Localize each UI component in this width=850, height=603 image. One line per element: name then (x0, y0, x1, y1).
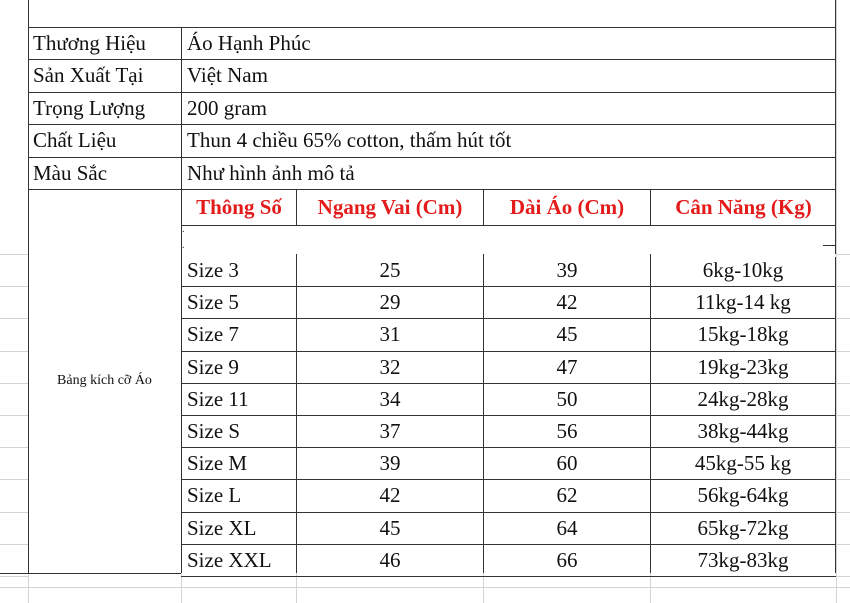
grid-line (836, 479, 850, 480)
row-border (181, 576, 836, 577)
grid-line (836, 447, 850, 448)
grid-line (836, 544, 850, 545)
row-border (28, 573, 181, 574)
size-name: Size 3 (187, 258, 239, 282)
shirt-length: 62 (556, 483, 578, 507)
spec-label: Trọng Lượng (33, 96, 146, 120)
grid-line (836, 576, 850, 577)
spec-value: Áo Hạnh Phúc (187, 31, 311, 55)
weight-range: 45kg-55 kg (694, 451, 792, 475)
grid-line (0, 415, 28, 416)
spec-label: Chất Liệu (33, 128, 117, 152)
row-border (181, 225, 836, 226)
grid-line (181, 573, 182, 603)
size-name: Size M (187, 451, 248, 475)
shoulder-width: 45 (379, 516, 401, 540)
grid-line (836, 286, 850, 287)
shoulder-width: 42 (379, 483, 401, 507)
shirt-length: 42 (556, 290, 578, 314)
row-border (823, 245, 836, 246)
size-name: Size 9 (187, 355, 239, 379)
size-table-header: Thông Số (196, 194, 282, 219)
shoulder-width: 37 (379, 419, 401, 443)
spec-value: Việt Nam (187, 63, 268, 87)
weight-range: 19kg-23kg (697, 355, 789, 379)
grid-line (836, 318, 850, 319)
weight-range: 6kg-10kg (702, 258, 784, 282)
grid-line (836, 512, 850, 513)
grid-line (650, 573, 651, 603)
grid-line (296, 573, 297, 603)
grid-line (483, 573, 484, 603)
header-col-border (650, 189, 651, 225)
shirt-length: 39 (556, 258, 578, 282)
grid-line (836, 383, 850, 384)
shoulder-width: 34 (379, 387, 401, 411)
size-name: Size 5 (187, 290, 239, 314)
spec-value: Như hình ảnh mô tả (187, 161, 355, 185)
grid-line (0, 576, 28, 577)
cell-mark: . (182, 223, 185, 235)
grid-line (0, 351, 28, 352)
weight-range: 73kg-83kg (697, 548, 789, 572)
grid-line (0, 512, 28, 513)
weight-range: 38kg-44kg (697, 419, 789, 443)
grid-line (0, 479, 28, 480)
weight-range: 24kg-28kg (697, 387, 789, 411)
shirt-length: 45 (556, 322, 578, 346)
shoulder-width: 29 (379, 290, 401, 314)
size-table-header: Cân Năng (Kg) (675, 194, 812, 219)
size-name: Size 11 (187, 387, 249, 411)
row-border (0, 573, 28, 574)
grid-line (0, 544, 28, 545)
size-chart-label: Bảng kích cỡ Áo (57, 373, 152, 388)
grid-line (0, 254, 28, 255)
grid-line (0, 447, 28, 448)
weight-range: 15kg-18kg (697, 322, 789, 346)
shirt-length: 64 (556, 516, 578, 540)
grid-line (28, 573, 29, 603)
header-col-border (483, 189, 484, 225)
grid-line (0, 318, 28, 319)
grid-line (0, 286, 28, 287)
weight-range: 56kg-64kg (697, 483, 789, 507)
shoulder-width: 46 (379, 548, 401, 572)
shirt-length: 66 (556, 548, 578, 572)
size-name: Size XL (187, 516, 257, 540)
shirt-length: 50 (556, 387, 578, 411)
spec-value: Thun 4 chiều 65% cotton, thấm hút tốt (187, 128, 512, 152)
weight-range: 11kg-14 kg (695, 290, 791, 314)
shoulder-width: 32 (379, 355, 401, 379)
shoulder-width: 31 (379, 322, 401, 346)
cell-mark: . (182, 239, 185, 251)
grid-line (836, 351, 850, 352)
size-name: Size S (187, 419, 241, 443)
shirt-length: 60 (556, 451, 578, 475)
size-name: Size L (187, 483, 242, 507)
size-table-header: Dài Áo (Cm) (509, 194, 625, 219)
spec-label: Sản Xuất Tại (33, 63, 144, 87)
grid-line (836, 415, 850, 416)
size-table-header: Ngang Vai (Cm) (317, 194, 463, 219)
spec-label: Màu Sắc (33, 161, 108, 185)
size-name: Size XXL (187, 548, 272, 572)
shoulder-width: 39 (379, 451, 401, 475)
grid-line (836, 254, 850, 255)
header-col-border (296, 189, 297, 225)
shirt-length: 47 (556, 355, 578, 379)
shirt-length: 56 (556, 419, 578, 443)
spec-label: Thương Hiệu (33, 31, 146, 55)
size-name: Size 7 (187, 322, 239, 346)
weight-range: 65kg-72kg (697, 516, 789, 540)
spec-value: 200 gram (187, 96, 267, 120)
shoulder-width: 25 (379, 258, 401, 282)
grid-line (0, 383, 28, 384)
grid-line (0, 587, 850, 588)
